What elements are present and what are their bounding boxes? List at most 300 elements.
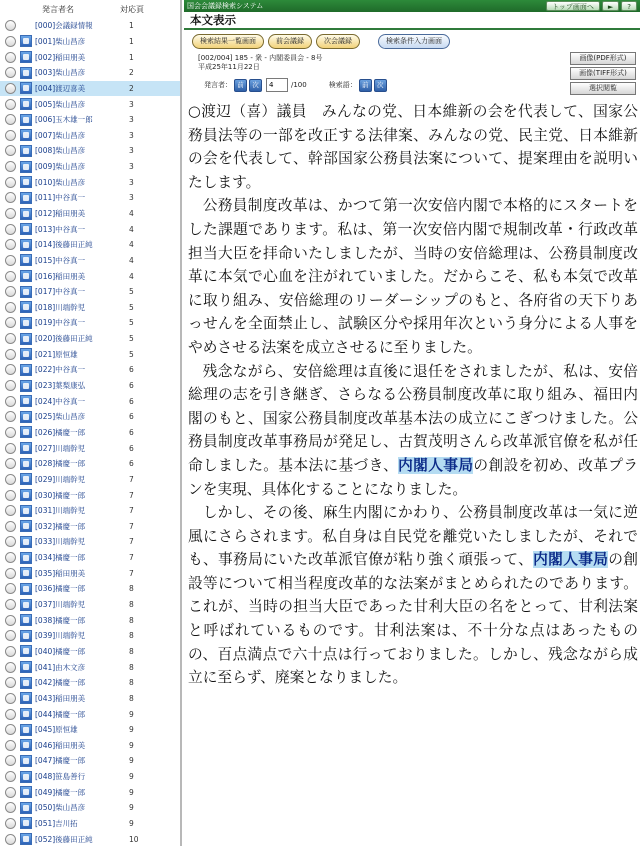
speaker-image-icon[interactable] [20,817,32,829]
speaker-image-icon[interactable] [20,176,32,188]
speaker-row[interactable] [0,315,180,331]
speaker-image-icon[interactable] [20,161,32,173]
select-radio[interactable] [5,177,16,188]
speech-paragraph-1: ○渡辺（喜）議員 みんなの党、日本維新の会を代表して、国家公務員法等の一部を改正する法律案、みんなの党、民主党、日本維新の会を代表して、幹部国家公務員法案について、提案理由を説明いたします。 [188,103,638,191]
speaker-total: /100 [291,81,307,89]
speaker-name-link[interactable]: [008]柴山昌彦 [35,146,86,156]
speaker-image-icon[interactable] [20,692,32,704]
speaker-image-icon[interactable] [20,473,32,485]
speaker-image-icon[interactable] [20,645,32,657]
speaker-page-number: 4 [129,240,134,250]
speaker-name-link[interactable]: [014]後藤田正純 [35,240,93,250]
speaker-row[interactable] [0,112,180,128]
select-radio[interactable] [5,505,16,516]
speaker-page-number: 8 [129,662,134,672]
speaker-row[interactable] [0,519,180,535]
select-radio[interactable] [5,490,16,501]
speaker-image-icon[interactable] [20,192,32,204]
select-view-button[interactable]: 選択閲覧 [570,82,636,95]
speaker-row[interactable] [0,816,180,832]
system-name: 国会会議録検索システム [187,2,264,10]
speaker-row[interactable] [0,190,180,206]
speaker-row[interactable] [0,644,180,660]
speaker-page-number: 6 [129,427,134,437]
select-radio[interactable] [5,20,16,31]
select-radio[interactable] [5,380,16,391]
speech-paragraph-2: 公務員制度改革は、かつて第一次安倍内閣で本格的にスタートをした課題であります。私は、第一次安倍内閣で規制改革・行政改革担当大臣を拝命いたしましたが、当時の安倍総理は、公務員制度改革に本気で心血を注がれていました。だからこそ、私も本気で改革に取り組み、安倍総理のリーダーシップのもと、各府省の天下りあっせんを全面禁止し、試験区分や採用年次という身分による人事をやめさせる法案を成立させるに至りました。 [188,197,638,356]
select-radio[interactable] [5,67,16,78]
select-radio[interactable] [5,771,16,782]
speaker-row[interactable] [0,378,180,394]
speaker-row[interactable] [0,268,180,284]
speaker-page-number: 9 [129,772,134,782]
speaker-image-icon[interactable] [20,395,32,407]
speaker-image-icon[interactable] [20,661,32,673]
select-radio[interactable] [5,615,16,626]
speaker-row[interactable] [0,612,180,628]
document-pane [184,0,640,846]
pdf-image-button[interactable]: 画像(PDF形式) [570,52,636,65]
next-meeting-button[interactable]: 次会議録 [316,34,360,49]
speaker-name-link[interactable]: [006]玉木雄一郎 [35,115,93,125]
next-keyword-button[interactable]: 次 [374,79,387,92]
speaker-page-number: 4 [129,255,134,265]
speaker-row[interactable] [0,159,180,175]
select-radio[interactable] [5,646,16,657]
speaker-row[interactable] [0,753,180,769]
speaker-row[interactable] [0,831,180,846]
speaker-image-icon[interactable] [20,442,32,454]
speaker-name-link[interactable]: [026]橘慶一郎 [35,427,86,437]
select-radio[interactable] [5,787,16,798]
speaker-image-icon[interactable] [20,739,32,751]
select-radio[interactable] [5,677,16,688]
speaker-row[interactable] [0,331,180,347]
speaker-image-icon[interactable] [20,98,32,110]
select-radio[interactable] [5,271,16,282]
speaker-name-link[interactable]: [017]中谷真一 [35,287,86,297]
speaker-image-icon[interactable] [20,755,32,767]
select-radio[interactable] [5,99,16,110]
help-button[interactable]: ? [621,1,637,11]
speaker-page-number: 9 [129,787,134,797]
speaker-image-icon[interactable] [20,458,32,470]
speaker-name-link[interactable]: [016]稲田朋美 [35,271,86,281]
speaker-name-link[interactable]: [003]柴山昌彦 [35,68,86,78]
speaker-row[interactable] [0,300,180,316]
speaker-page-number: 8 [129,600,134,610]
speaker-row[interactable] [0,440,180,456]
speaker-image-icon[interactable] [20,583,32,595]
speaker-image-icon[interactable] [20,301,32,313]
speaker-name-link[interactable]: [010]柴山昌彦 [35,177,86,187]
speaker-image-icon[interactable] [20,833,32,845]
search-input-button[interactable]: 検索条件入力画面 [378,34,450,49]
select-radio[interactable] [5,130,16,141]
speaker-row[interactable] [0,800,180,816]
page-title: 本文表示 [190,13,236,27]
select-radio[interactable] [5,536,16,547]
select-radio[interactable] [5,239,16,250]
speaker-page-number: 8 [129,693,134,703]
speaker-page-number: 1 [129,36,134,46]
prev-speaker-button[interactable]: 前 [234,79,247,92]
select-radio[interactable] [5,83,16,94]
speaker-image-icon[interactable] [20,411,32,423]
select-radio[interactable] [5,818,16,829]
select-radio[interactable] [5,724,16,735]
speaker-page-number: 8 [129,678,134,688]
speaker-row[interactable] [0,409,180,425]
meeting-info [198,54,323,72]
speaker-page-number: 10 [129,834,139,844]
speaker-page-number: 3 [129,115,134,125]
speaker-image-icon[interactable] [20,145,32,157]
select-radio[interactable] [5,427,16,438]
speaker-image-icon[interactable] [20,208,32,220]
speaker-page-number: 4 [129,271,134,281]
prev-keyword-button[interactable]: 前 [359,79,372,92]
speaker-image-icon[interactable] [20,333,32,345]
speaker-name-link[interactable]: [049]橘慶一郎 [35,787,86,797]
speaker-row[interactable] [0,49,180,65]
speaker-image-icon[interactable] [20,724,32,736]
speaker-row[interactable] [0,18,180,34]
speaker-page-number: 5 [129,302,134,312]
speaker-name-link[interactable]: [042]橘慶一郎 [35,678,86,688]
speaker-image-icon[interactable] [20,270,32,282]
speaker-row[interactable] [0,581,180,597]
speaker-row[interactable] [0,346,180,362]
next-speaker-button[interactable]: 次 [249,79,262,92]
speaker-page-number: 2 [129,83,134,93]
speaker-image-icon[interactable] [20,35,32,47]
speaker-page-number: 3 [129,193,134,203]
speaker-rows [0,18,180,846]
speaker-name-link[interactable]: [037]川端幹児 [35,600,86,610]
speaker-name-link[interactable]: [045]原恒雄 [35,725,78,735]
select-radio[interactable] [5,583,16,594]
speaker-row[interactable] [0,81,180,97]
select-radio[interactable] [5,552,16,563]
speaker-page-number: 5 [129,334,134,344]
speaker-page-number: 7 [129,521,134,531]
speaker-page-number: 1 [129,21,134,31]
speaker-image-icon[interactable] [20,630,32,642]
speaker-image-icon[interactable] [20,520,32,532]
speaker-page-number: 6 [129,459,134,469]
speaker-page-number: 6 [129,365,134,375]
speaker-name-link[interactable]: [004]渡辺喜美 [35,83,86,93]
keyword-label: 検索語： [328,81,357,89]
speaker-image-icon[interactable] [20,708,32,720]
speaker-image-icon[interactable] [20,426,32,438]
select-radio[interactable] [5,286,16,297]
speaker-name-link[interactable]: [047]橘慶一郎 [35,756,86,766]
speaker-page-number: 9 [129,709,134,719]
arrow-button[interactable]: ► [602,1,619,11]
speech-body [188,100,638,690]
select-radio[interactable] [5,474,16,485]
speaker-name-link[interactable]: [039]川端幹児 [35,631,86,641]
speaker-row[interactable] [0,722,180,738]
select-radio[interactable] [5,161,16,172]
speaker-page-number: 8 [129,584,134,594]
speaker-image-icon[interactable] [20,552,32,564]
tiff-image-button[interactable]: 画像(TIFF形式) [570,67,636,80]
select-radio[interactable] [5,630,16,641]
select-radio[interactable] [5,255,16,266]
speaker-name-link[interactable]: [031]川端幹児 [35,506,86,516]
speaker-page-number: 3 [129,162,134,172]
page-column-header: 対応頁 [120,4,144,14]
select-radio[interactable] [5,52,16,63]
select-radio[interactable] [5,333,16,344]
speaker-image-icon[interactable] [20,254,32,266]
speaker-page-number: 2 [129,68,134,78]
speaker-name-link[interactable]: [038]橘慶一郎 [35,615,86,625]
speaker-image-icon[interactable] [20,380,32,392]
speaker-page-number: 7 [129,506,134,516]
speaker-name-link[interactable]: [033]川端幹児 [35,537,86,547]
speaker-page-number: 7 [129,490,134,500]
speaker-name-link[interactable]: [034]橘慶一郎 [35,553,86,563]
speaker-name-link[interactable]: [012]稲田朋美 [35,209,86,218]
select-radio[interactable] [5,709,16,720]
result-list-button[interactable]: 検索結果一覧画面 [192,34,264,49]
select-radio[interactable] [5,396,16,407]
speaker-row[interactable] [0,174,180,190]
speaker-row[interactable] [0,393,180,409]
speaker-row[interactable] [0,456,180,472]
speaker-name-link[interactable]: [021]原恒雄 [35,349,78,359]
speaker-image-icon[interactable] [20,51,32,63]
speaker-image-icon[interactable] [20,567,32,579]
select-radio[interactable] [5,802,16,813]
top-page-button[interactable]: トップ画面へ [546,1,600,11]
speaker-name-link[interactable]: [046]稲田朋美 [35,740,86,750]
speaker-image-icon[interactable] [20,489,32,501]
speaker-page-number: 9 [129,725,134,735]
speaker-image-icon[interactable] [20,786,32,798]
speaker-row[interactable] [0,503,180,519]
speaker-row[interactable] [0,65,180,81]
speaker-page-number: 4 [129,209,134,218]
speaker-row[interactable] [0,253,180,269]
speaker-row[interactable] [0,284,180,300]
speaker-image-icon[interactable] [20,239,32,251]
select-radio[interactable] [5,317,16,328]
speaker-page-number: 6 [129,396,134,406]
speaker-name-link[interactable]: [022]中谷真一 [35,365,86,375]
speaker-row[interactable] [0,769,180,785]
speaker-row[interactable] [0,597,180,613]
speaker-image-icon[interactable] [20,677,32,689]
speaker-row[interactable] [0,550,180,566]
speaker-name-link[interactable]: [043]稲田朋美 [35,693,86,703]
speaker-name-link[interactable]: [002]稲田朋美 [35,52,86,62]
select-radio[interactable] [5,521,16,532]
select-radio[interactable] [5,755,16,766]
select-radio[interactable] [5,349,16,360]
speaker-row[interactable] [0,127,180,143]
topbar-buttons [546,1,637,11]
speaker-list-header [0,0,180,18]
keyword-highlight: 内閣人事局 [533,551,609,569]
speaker-page-number: 7 [129,568,134,578]
meeting-info-line1: [002/004] 185 - 衆 - 内閣委員会 - 8号 [198,54,323,62]
speaker-image-icon[interactable] [20,802,32,814]
speaker-row[interactable] [0,425,180,441]
speaker-page-number: 6 [129,412,134,422]
speaker-name-link[interactable]: [024]中谷真一 [35,396,86,406]
speaker-name-link[interactable]: [052]後藤田正純 [35,834,93,844]
speaker-number-input[interactable] [266,78,288,92]
speaker-name-link[interactable]: [015]中谷真一 [35,255,86,265]
speaker-page-number: 7 [129,537,134,547]
speaker-name-link[interactable]: [029]川端幹児 [35,474,86,484]
speaker-image-icon[interactable] [20,364,32,376]
speaker-image-icon[interactable] [20,505,32,517]
speaker-row[interactable] [0,691,180,707]
speaker-page-number: 3 [129,130,134,140]
speaker-image-icon[interactable] [20,599,32,611]
speaker-image-icon[interactable] [20,114,32,126]
speaker-name-link[interactable]: [009]柴山昌彦 [35,162,86,172]
speaker-page-number: 8 [129,646,134,656]
speaker-name-link[interactable]: [000]会議録情報 [35,21,93,31]
speaker-row[interactable] [0,143,180,159]
speaker-row[interactable] [0,737,180,753]
speaker-row[interactable] [0,565,180,581]
speaker-image-icon[interactable] [20,536,32,548]
select-radio[interactable] [5,443,16,454]
speaker-name-link[interactable]: [044]橘慶一郎 [35,709,86,719]
speaker-page-number: 6 [129,381,134,391]
speaker-row[interactable] [0,675,180,691]
speaker-image-icon[interactable] [20,67,32,79]
speaker-image-icon[interactable] [20,614,32,626]
speaker-name-link[interactable]: [030]橘慶一郎 [35,490,86,500]
select-radio[interactable] [5,568,16,579]
speaker-name-link[interactable]: [025]柴山昌彦 [35,412,86,422]
speaker-navigation [204,78,387,92]
speaker-row[interactable] [0,659,180,675]
select-radio[interactable] [5,834,16,845]
speaker-name-column-header: 発言者名 [42,4,74,14]
speaker-row[interactable] [0,206,180,222]
page-title-row [184,12,640,30]
speaker-page-number: 3 [129,99,134,109]
speaker-page-number: 1 [129,52,134,62]
speaker-name-link[interactable]: [032]橘慶一郎 [35,521,86,531]
select-radio[interactable] [5,693,16,704]
image-buttons [570,52,636,95]
speaker-row[interactable] [0,34,180,50]
speaker-name-link[interactable]: [051]吉川拓 [35,818,78,828]
speaker-row[interactable] [0,534,180,550]
speaker-page-number: 8 [129,615,134,625]
speaker-page-number: 6 [129,443,134,453]
select-radio[interactable] [5,740,16,751]
speaker-name-link[interactable]: [027]川端幹児 [35,443,86,453]
speaker-name-link[interactable]: [007]柴山昌彦 [35,130,86,140]
speaker-name-link[interactable]: [023]葉梨康弘 [35,381,86,391]
select-radio[interactable] [5,662,16,673]
speaker-page-number: 9 [129,803,134,813]
speaker-name-link[interactable]: [040]橘慶一郎 [35,646,86,656]
select-radio[interactable] [5,192,16,203]
speaker-name-link[interactable]: [011]中谷真一 [35,193,86,203]
speaker-page-number: 7 [129,553,134,563]
speaker-row[interactable] [0,221,180,237]
speaker-name-link[interactable]: [001]柴山昌彦 [35,36,86,46]
speaker-name-link[interactable]: [028]橘慶一郎 [35,459,86,469]
speaker-name-link[interactable]: [019]中谷真一 [35,318,86,328]
speaker-name-link[interactable]: [050]柴山昌彦 [35,803,86,813]
speech-text: 残念ながら、安倍総理は直後に退任をされましたが、私は、安倍総理の志を引き継ぎ、さらなる公務員制度改革に取り組み、福田内閣のもと、国家公務員制度改革基本法の成立にこぎつけました。公務員制度改革事務局が発足し、古賀茂明さんら改革派官僚を私が任命しました。基本法に基づき、 [188,362,638,474]
keyword-highlight: 内閣人事局 [398,456,474,474]
speaker-page-number: 5 [129,349,134,359]
select-radio[interactable] [5,145,16,156]
select-radio[interactable] [5,599,16,610]
speaker-name-link[interactable]: [036]橘慶一郎 [35,584,86,594]
speaker-page-number: 7 [129,474,134,484]
speaker-row[interactable] [0,706,180,722]
speaker-image-icon[interactable] [20,348,32,360]
speaker-name-link[interactable]: [020]後藤田正純 [35,334,93,344]
speaker-row[interactable] [0,96,180,112]
speaker-image-icon[interactable] [20,223,32,235]
select-radio[interactable] [5,302,16,313]
speaker-image-icon[interactable] [20,317,32,329]
speaker-image-icon[interactable] [20,129,32,141]
speech-paragraph-3 [188,360,638,502]
speaker-name-link[interactable]: [041]由木文彦 [35,662,86,672]
speaker-page-number: 3 [129,177,134,187]
speaker-image-icon[interactable] [20,286,32,298]
speaker-row[interactable] [0,237,180,253]
meeting-info-line2: 平成25年11月22日 [198,63,260,71]
speaker-row[interactable] [0,472,180,488]
speaker-name-link[interactable]: [035]稲田朋美 [35,568,86,578]
select-radio[interactable] [5,364,16,375]
select-radio[interactable] [5,224,16,235]
speaker-row[interactable] [0,362,180,378]
select-radio[interactable] [5,36,16,47]
speaker-name-link[interactable]: [018]川端幹児 [35,302,86,312]
speaker-row[interactable] [0,628,180,644]
speaker-page-number: 9 [129,740,134,750]
select-radio[interactable] [5,208,16,219]
speaker-image-icon[interactable] [20,771,32,783]
speaker-name-link[interactable]: [005]柴山昌彦 [35,99,86,109]
speaker-name-link[interactable]: [013]中谷真一 [35,224,86,234]
select-radio[interactable] [5,411,16,422]
speaker-image-icon[interactable] [20,82,32,94]
speaker-name-link[interactable]: [048]笹島善行 [35,772,86,782]
speaker-row[interactable] [0,784,180,800]
select-radio[interactable] [5,114,16,125]
system-topbar [184,0,640,12]
prev-meeting-button[interactable]: 前会議録 [268,34,312,49]
speaker-page-number: 3 [129,146,134,156]
speaker-page-number: 5 [129,287,134,297]
select-radio[interactable] [5,458,16,469]
speaker-page-number: 9 [129,818,134,828]
speaker-row[interactable] [0,487,180,503]
speaker-page-number: 5 [129,318,134,328]
